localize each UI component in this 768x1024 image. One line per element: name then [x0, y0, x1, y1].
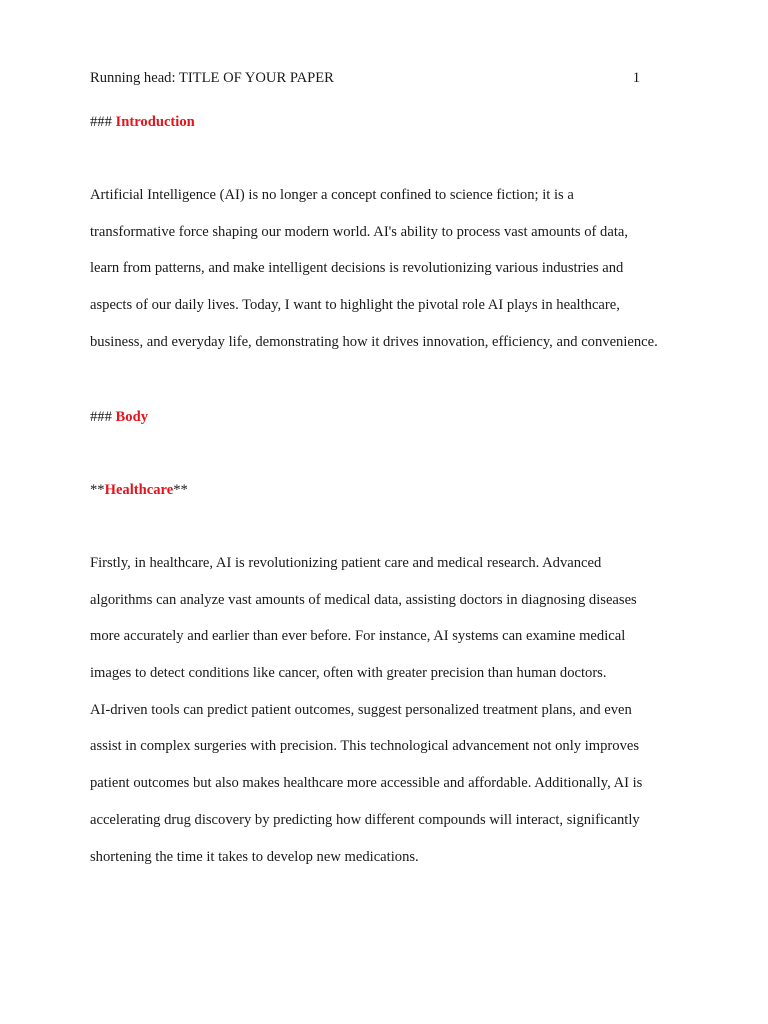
heading-prefix: ###: [90, 114, 116, 130]
paragraph-line: aspects of our daily lives. Today, I want to highlight the pivotal role AI plays in healthcare,: [90, 297, 620, 314]
paragraph-line: Firstly, in healthcare, AI is revolutionizing patient care and medical research. Advanced: [90, 555, 602, 571]
heading-prefix: **: [90, 482, 105, 498]
paragraph-line: images to detect conditions like cancer, often with greater precision than human doctors.: [90, 665, 607, 682]
paragraph-line: shortening the time it takes to develop new medications.: [90, 848, 419, 865]
heading-prefix: ###: [90, 409, 116, 425]
page-header: [90, 68, 640, 88]
paragraph-line: assist in complex surgeries with precision. This technological advancement not only improves: [90, 738, 640, 755]
introduction-paragraph: [90, 177, 690, 360]
heading-label: Healthcare: [104, 482, 174, 498]
healthcare-heading: [90, 480, 188, 500]
paragraph-line: patient outcomes but also makes healthcare more accessible and affordable. Additionally, AI is: [90, 775, 643, 792]
body-heading: [90, 407, 148, 427]
paragraph-line: AI-driven tools can predict patient outcomes, suggest personalized treatment plans, and even: [90, 701, 632, 718]
paragraph-line: learn from patterns, and make intelligent decisions is revolutionizing various industries and: [90, 260, 624, 277]
paragraph-line: more accurately and earlier than ever before. For instance, AI systems can examine medical: [90, 628, 626, 645]
running-head: Running head: TITLE OF YOUR PAPER: [90, 70, 334, 86]
heading-label: Introduction: [115, 114, 195, 130]
heading-suffix: **: [173, 482, 188, 498]
paragraph-line: transformative force shaping our modern world. AI's ability to process vast amounts of data,: [90, 223, 629, 240]
heading-label: Body: [115, 409, 148, 425]
healthcare-paragraph: [90, 545, 690, 875]
paragraph-line: business, and everyday life, demonstrating how it drives innovation, efficiency, and convenience.: [90, 333, 658, 350]
introduction-heading: [90, 112, 195, 132]
paragraph-line: accelerating drug discovery by predicting how different compounds will interact, significantly: [90, 811, 640, 828]
page-number: 1: [632, 70, 640, 86]
paragraph-line: Artificial Intelligence (AI) is no longer a concept confined to science fiction; it is a: [90, 187, 574, 203]
paragraph-line: algorithms can analyze vast amounts of medical data, assisting doctors in diagnosing diseases: [90, 591, 637, 608]
